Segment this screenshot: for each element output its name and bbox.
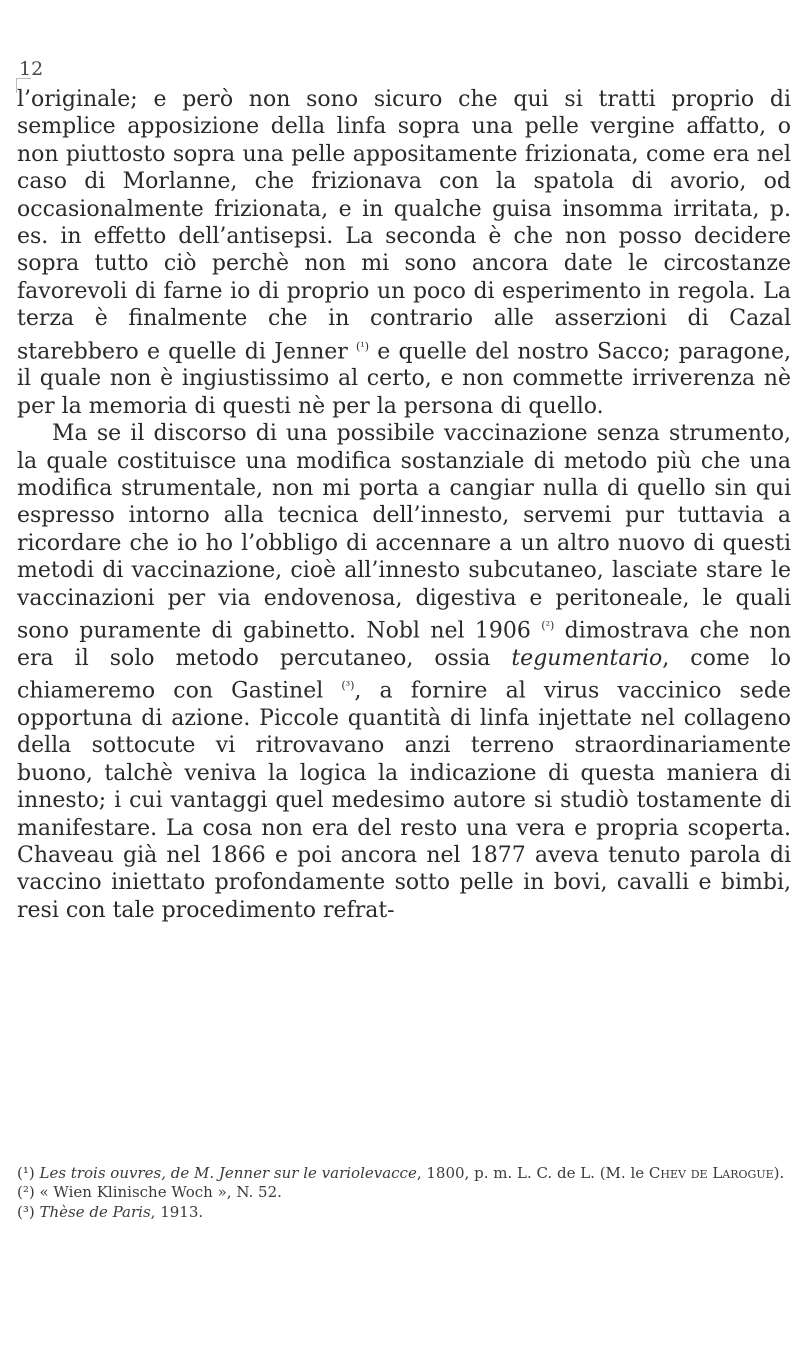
paragraph-2-part1: Ma se il discorso di una possibile vaccinazione senza strumento, la quale costituisce una modifica sostanziale di metodo più che una modifica strumentale, non mi porta a cangiar nulla di quello sin qui espresso intorno alla tecnica dell’innesto, servemi pur tuttavia a ricordare che io ho l’obbligo di accennare a un altro nuovo di questi metodi di vaccinazione, cioè all’innesto subcutaneo, lasciate stare le vaccinazioni per via endovenosa, digestiva e peritoneale, le quali sono puramente di gabinetto. Nobl nel 1906 bbox=[17, 421, 791, 644]
footnote-ref-1[interactable]: (¹) bbox=[356, 339, 370, 353]
footnote-1 bbox=[17, 1164, 791, 1183]
footnote-1-rest: , 1800, p. m. L. C. de L. (M. le bbox=[416, 1164, 649, 1182]
footnote-3-mark: (³) bbox=[17, 1202, 35, 1221]
footnote-3-title: Thèse de Paris bbox=[39, 1202, 151, 1221]
paragraph-1-rest: e quelle del nostro Sacco; paragone, il quale non è ingiustissimo al certo, e non commette irriverenza nè per la memoria di questi nè per la persona di quello. bbox=[17, 338, 791, 419]
footnote-3-rest: , 1913. bbox=[150, 1202, 204, 1221]
footnote-3 bbox=[17, 1203, 791, 1222]
paragraph-1-text: l’originale; e però non sono sicuro che qui si tratti proprio di semplice apposizione della linfa sopra una pelle vergine affatto, o non piuttosto sopra una pelle appositamente frizionata, come era nel caso di Morlanne, che frizionava con la spatola di avorio, od occasionalmente frizionata, e in qualche guisa insomma irritata, p. es. in effetto dell’antisepsi. La seconda è che non posso decidere sopra tutto ciò perchè non mi sono ancora date le circostanze favorevoli di farne io di proprio un poco di esperimento in regola. La terza è finalmente che in contrario alle asserzioni di Cazal starebbero e quelle di Jenner bbox=[17, 87, 791, 364]
footnote-1-mark: (¹) bbox=[17, 1164, 35, 1182]
footnotes bbox=[17, 1164, 791, 1222]
paragraph-2-part3: , come lo chiameremo con Gastinel bbox=[17, 645, 791, 704]
footnote-1-end: ). bbox=[773, 1164, 785, 1182]
paragraph-2 bbox=[17, 420, 791, 924]
footnote-ref-3[interactable]: (³) bbox=[341, 679, 355, 693]
footnote-1-author: Chev de Larogue bbox=[648, 1164, 774, 1182]
paragraph-2-emphasis: tegumentario bbox=[511, 645, 663, 671]
paragraph-1 bbox=[17, 86, 791, 420]
footnote-1-title: Les trois ouvres, de M. Jenner sur le variolevacce bbox=[39, 1164, 417, 1182]
paragraph-2-part4: , a fornire al virus vaccinico sede opportuna di azione. Piccole quantità di linfa injettate nel collageno della sottocute vi ritrovavano anzi terreno straordinariamente buono, talchè veniva la logica la indicazione di questa maniera di innesto; i cui vantaggi quel medesimo autore si studiò tostamente di manifestare. La cosa non era del resto una vera e propria scoperta. Chaveau già nel 1866 e poi ancora nel 1877 aveva tenuto parola di vaccino iniettato profondamente sotto pelle in bovi, cavalli e bimbi, resi con tale procedimento refrat- bbox=[17, 678, 791, 923]
footnote-ref-2[interactable]: (²) bbox=[541, 619, 555, 633]
paragraph-2-part2: dimostrava che non era il solo metodo percutaneo, ossia bbox=[17, 618, 791, 671]
footnote-2: (²) « Wien Klinische Woch », N. 52. bbox=[17, 1183, 282, 1202]
body-text bbox=[17, 86, 791, 924]
page-number: 12 bbox=[19, 58, 44, 80]
